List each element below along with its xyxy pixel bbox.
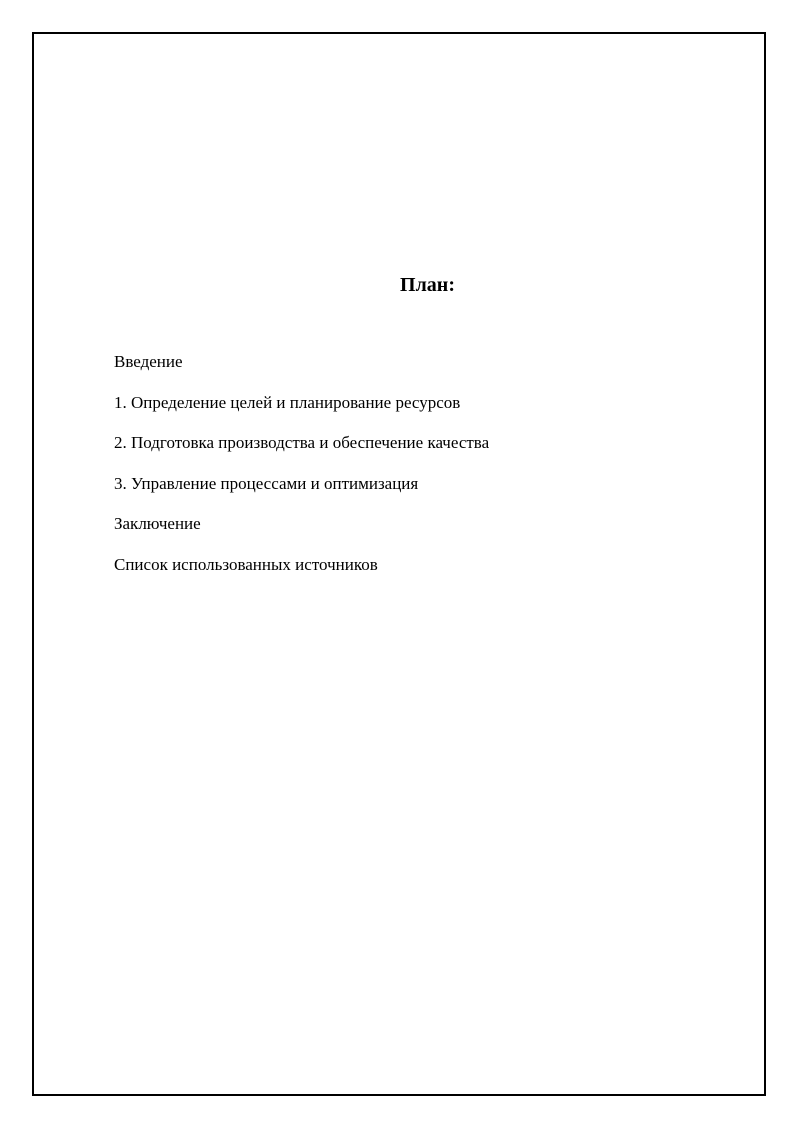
toc-item-conclusion: Заключение — [114, 514, 201, 533]
toc-item-section-1: 1. Определение целей и планирование ресурсов — [114, 392, 461, 412]
toc-item-introduction: Введение — [114, 352, 183, 371]
toc-item-references: Список использованных источников — [114, 554, 378, 574]
toc-item-section-3: 3. Управление процессами и оптимизация — [114, 473, 419, 493]
table-of-contents — [114, 350, 489, 593]
page-title: План: — [400, 274, 455, 296]
toc-item-section-2: 2. Подготовка производства и обеспечение качества — [114, 433, 490, 452]
